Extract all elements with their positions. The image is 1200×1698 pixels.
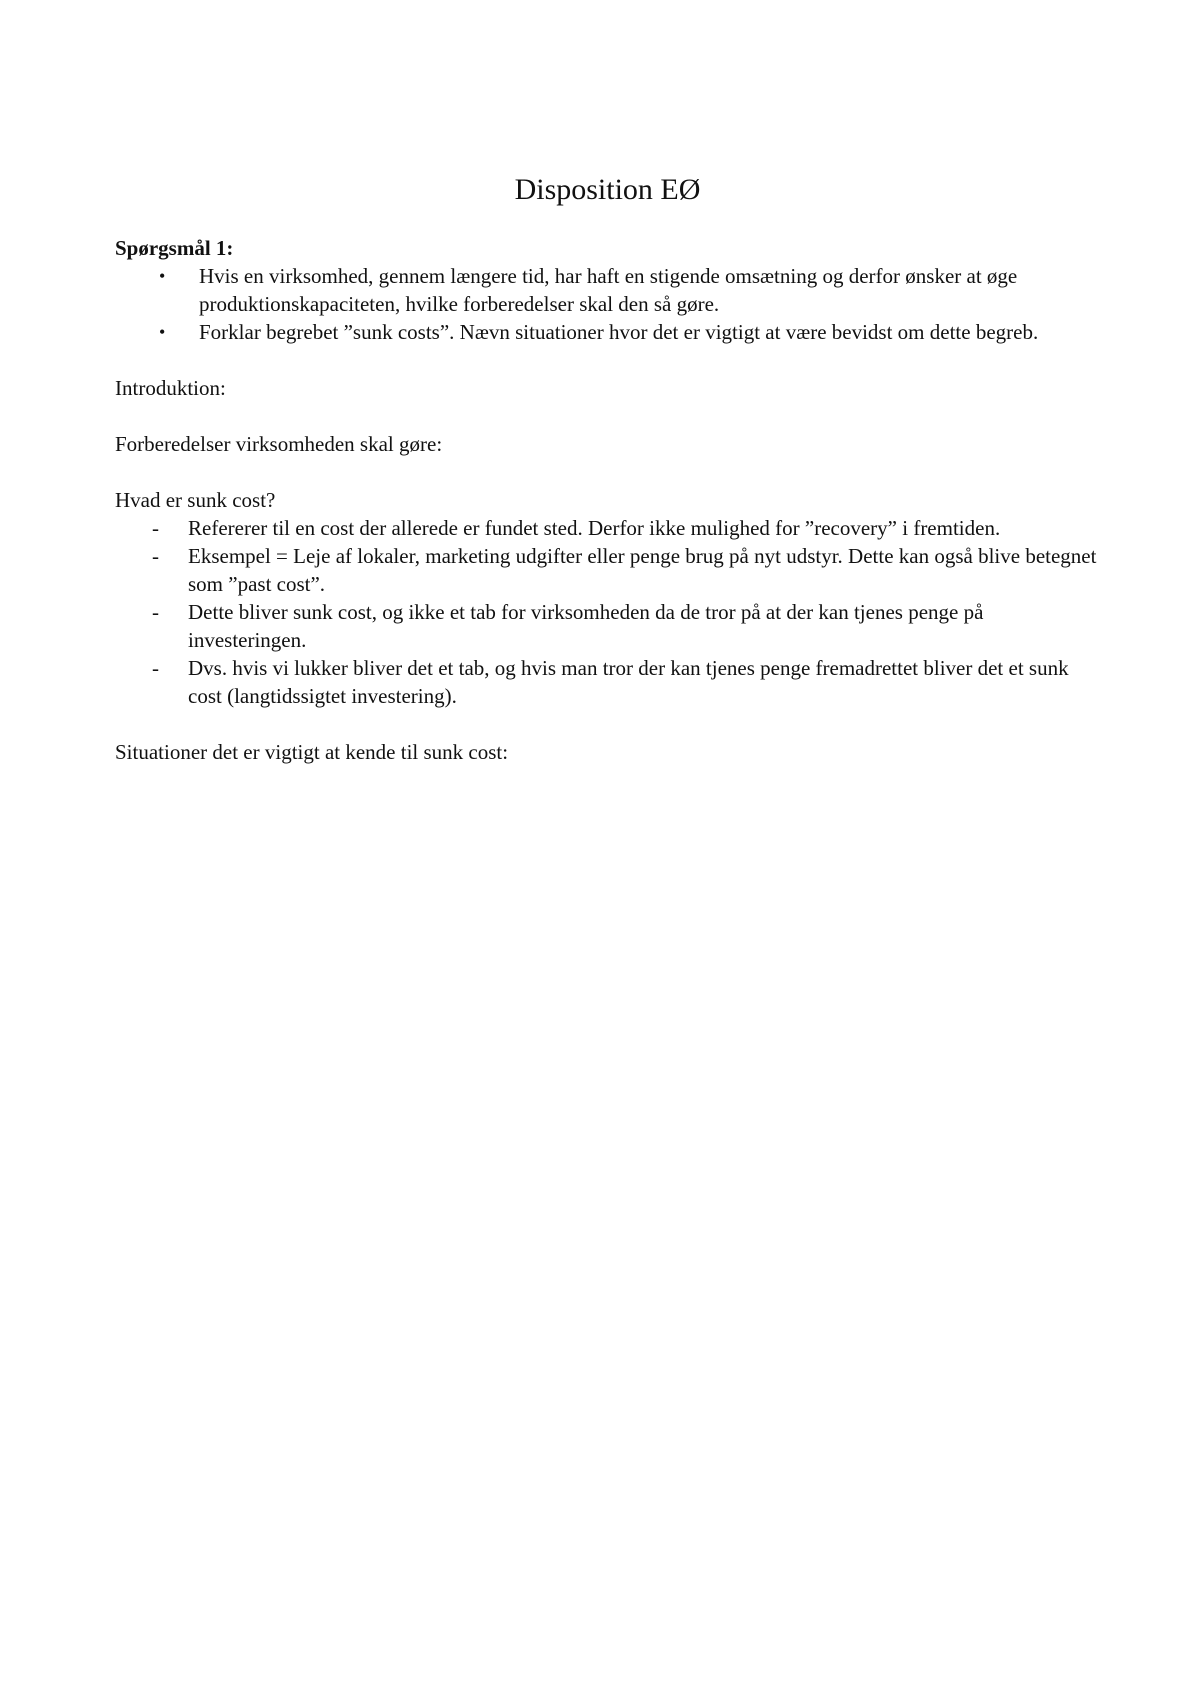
question-list <box>115 262 1100 346</box>
sunk-cost-text: Dvs. hvis vi lukker bliver det et tab, og hvis man tror der kan tjenes penge fremadrettet bliver det et sunk cost (langtidssigtet investering). <box>188 656 1069 708</box>
dash-marker: - <box>152 516 159 540</box>
situations-heading: Situationer det er vigtigt at kende til sunk cost: <box>115 740 509 764</box>
dash-marker: - <box>152 544 159 568</box>
sunk-cost-item <box>152 654 1100 710</box>
bullet-marker: • <box>159 266 166 286</box>
dash-marker: - <box>152 656 159 680</box>
sunk-cost-item <box>152 598 1100 654</box>
question-text: Forklar begrebet ”sunk costs”. Nævn situationer hvor det er vigtigt at være bevidst om dette begreb. <box>199 320 1039 344</box>
question-item <box>159 262 1100 318</box>
document-content <box>115 170 1100 766</box>
sunk-cost-item <box>152 542 1100 598</box>
question-heading: Spørgsmål 1: <box>115 236 234 260</box>
sunk-cost-text: Refererer til en cost der allerede er fundet sted. Derfor ikke mulighed for ”recovery” i fremtiden. <box>188 516 1001 540</box>
preparations-heading: Forberedelser virksomheden skal gøre: <box>115 432 443 456</box>
dash-marker: - <box>152 600 159 624</box>
question-text: Hvis en virksomhed, gennem længere tid, har haft en stigende omsætning og derfor ønsker at øge produktionskapaciteten, hvilke forberedelser skal den så gøre. <box>199 264 1018 316</box>
sunk-cost-text: Dette bliver sunk cost, og ikke et tab for virksomheden da de tror på at der kan tjenes penge på investeringen. <box>188 600 984 652</box>
bullet-marker: • <box>159 322 166 342</box>
sunk-cost-text: Eksempel = Leje af lokaler, marketing udgifter eller penge brug på nyt udstyr. Dette kan også blive betegnet som ”past cost”. <box>188 544 1097 596</box>
question-item <box>159 318 1100 346</box>
sunk-cost-list <box>115 514 1100 710</box>
sunk-cost-item <box>152 514 1100 542</box>
sunk-cost-heading: Hvad er sunk cost? <box>115 488 276 512</box>
document-title: Disposition EØ <box>514 173 701 206</box>
introduction-heading: Introduktion: <box>115 376 226 400</box>
